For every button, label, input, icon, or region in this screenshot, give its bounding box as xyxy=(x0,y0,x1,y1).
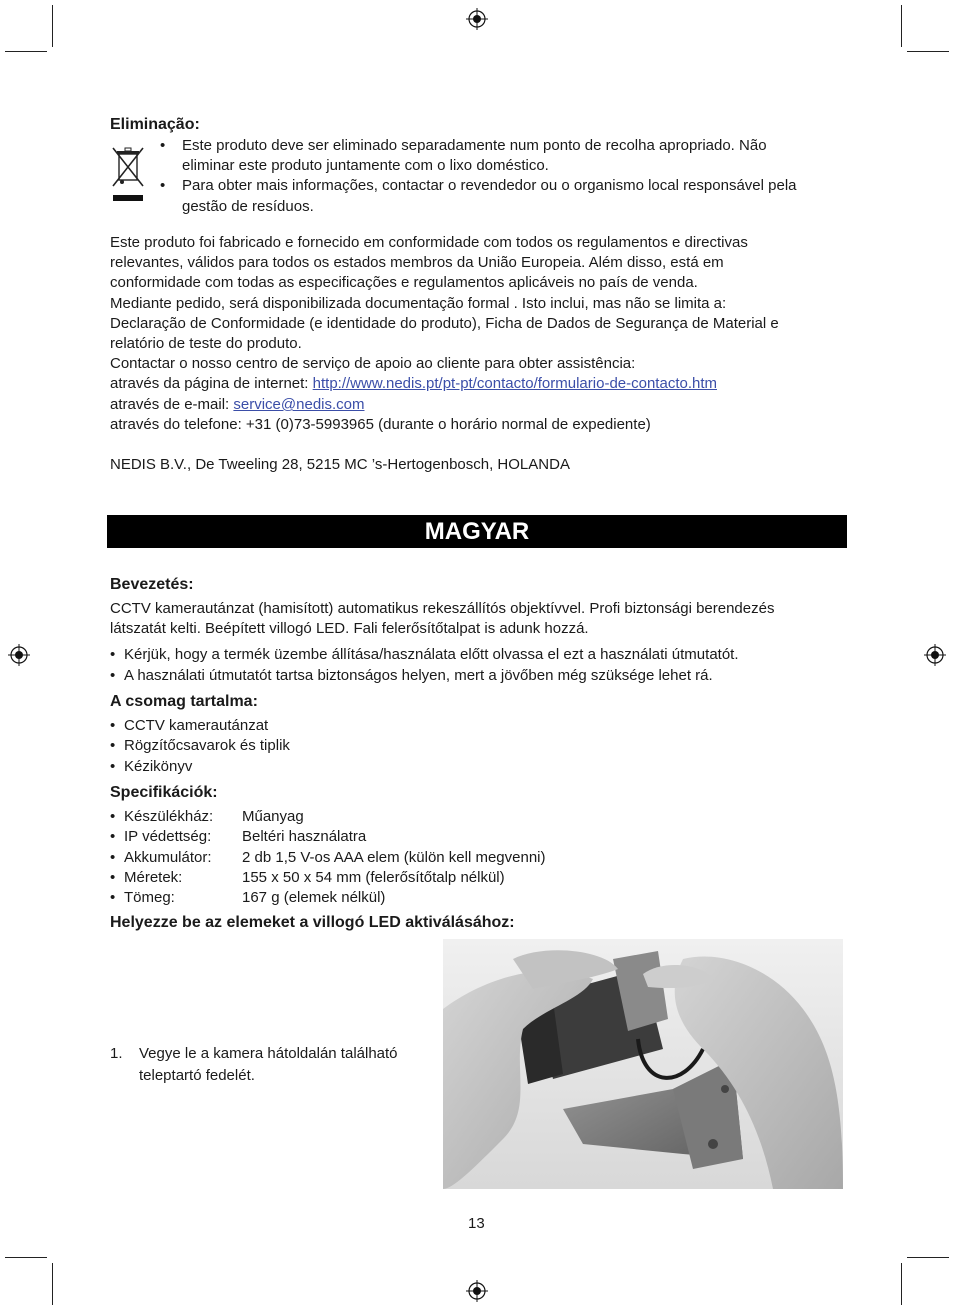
bullet-dot: • xyxy=(110,889,116,906)
spec-key: Tömeg: xyxy=(124,889,175,906)
bullet-dot: • xyxy=(110,828,116,845)
page-number: 13 xyxy=(468,1215,485,1232)
contact-phone-line: através do telefone: +31 (0)73-5993965 (durante o horário normal de expediente) xyxy=(110,416,651,433)
compliance-line: conformidade com todas as especificações e regulamentos aplicáveis no país de venda. xyxy=(110,274,698,291)
crop-mark xyxy=(901,5,902,47)
elimination-bullet-2-line-1: Para obter mais informações, contactar o revendedor ou o organismo local responsável pela xyxy=(182,177,797,194)
hands-opening-camera-photo xyxy=(443,939,843,1189)
bullet-dot: • xyxy=(110,808,116,825)
crop-mark xyxy=(5,1257,47,1258)
elimination-bullet-1-line-1: Este produto deve ser eliminado separadamente num ponto de recolha apropriado. Não xyxy=(182,137,767,154)
intro-line: CCTV kamerautánzat (hamisított) automatikus rekeszállítós objektívvel. Profi biztonsági berendezés xyxy=(110,600,775,617)
crop-mark xyxy=(52,1263,53,1305)
contact-email-link[interactable]: service@nedis.com xyxy=(233,396,365,413)
package-item: CCTV kamerautánzat xyxy=(124,717,269,734)
crop-mark xyxy=(907,1257,949,1258)
battery-heading: Helyezze be az elemeket a villogó LED aktiválásához: xyxy=(110,914,515,931)
bullet-dot: • xyxy=(110,717,116,734)
package-item: Kézikönyv xyxy=(124,758,193,775)
contact-web-link[interactable]: http://www.nedis.pt/pt-pt/contacto/formulario-de-contacto.htm xyxy=(312,375,717,392)
bullet-dot: • xyxy=(110,869,116,886)
compliance-line: Contactar o nosso centro de serviço de apoio ao cliente para obter assistência: xyxy=(110,355,636,372)
registration-mark-icon xyxy=(8,644,30,666)
elimination-bullet-1-line-2: eliminar este produto juntamente com o lixo doméstico. xyxy=(182,157,549,174)
intro-heading: Bevezetés: xyxy=(110,576,194,593)
compliance-line: Mediante pedido, será disponibilizada documentação formal . Isto inclui, mas não se limita a: xyxy=(110,295,727,312)
crop-mark xyxy=(907,51,949,52)
package-item: Rögzítőcsavarok és tiplik xyxy=(124,737,290,754)
compliance-line: Declaração de Conformidade (e identidade do produto), Ficha de Dados de Segurança de Material e xyxy=(110,315,779,332)
crop-mark xyxy=(5,51,47,52)
bullet-dot: • xyxy=(110,849,116,866)
intro-bullet: Kérjük, hogy a termék üzembe állítása/használata előtt olvassa el ezt a használati útmutatót. xyxy=(124,646,739,663)
elimination-heading: Eliminação: xyxy=(110,116,200,133)
crop-mark xyxy=(901,1263,902,1305)
step-text-line: Vegye le a kamera hátoldalán található xyxy=(139,1045,398,1062)
spec-key: Méretek: xyxy=(124,869,183,886)
language-banner: MAGYAR xyxy=(107,515,847,548)
spec-value: Műanyag xyxy=(242,808,304,825)
contact-email-line xyxy=(110,395,365,415)
contact-web-line xyxy=(110,374,717,394)
spec-value: 167 g (elemek nélkül) xyxy=(242,889,386,906)
company-address: NEDIS B.V., De Tweeling 28, 5215 MC ’s-Hertogenbosch, HOLANDA xyxy=(110,456,570,473)
bullet-dot: • xyxy=(160,137,166,154)
step-number: 1. xyxy=(110,1045,123,1062)
elimination-bullet-2-line-2: gestão de resíduos. xyxy=(182,198,314,215)
registration-mark-icon xyxy=(924,644,946,666)
spec-value: 2 db 1,5 V-os AAA elem (külön kell megvenni) xyxy=(242,849,546,866)
intro-bullet: A használati útmutatót tartsa biztonságos helyen, mert a jövőben még szüksége lehet rá. xyxy=(124,667,713,684)
registration-mark-icon xyxy=(466,8,488,30)
bullet-dot: • xyxy=(110,737,116,754)
bullet-dot: • xyxy=(110,646,116,663)
compliance-line: relevantes, válidos para todos os estados membros da União Europeia. Além disso, está em xyxy=(110,254,724,271)
bullet-dot: • xyxy=(160,177,166,194)
compliance-line: relatório de teste do produto. xyxy=(110,335,302,352)
bullet-dot: • xyxy=(110,667,116,684)
crop-mark xyxy=(52,5,53,47)
package-heading: A csomag tartalma: xyxy=(110,693,258,710)
spec-key: Készülékház: xyxy=(124,808,214,825)
specs-heading: Specifikációk: xyxy=(110,784,218,801)
step-text-line: teleptartó fedelét. xyxy=(139,1067,255,1084)
intro-line: látszatát kelti. Beépített villogó LED. Fali felerősítőtalpat is adunk hozzá. xyxy=(110,620,589,637)
crossed-out-wheelie-bin-icon xyxy=(110,144,146,204)
compliance-line: Este produto foi fabricado e fornecido em conformidade com todos os regulamentos e directivas xyxy=(110,234,748,251)
registration-mark-icon xyxy=(466,1280,488,1302)
spec-value: Beltéri használatra xyxy=(242,828,367,845)
contact-web-label: através da página de internet: xyxy=(110,375,313,392)
spec-value: 155 x 50 x 54 mm (felerősítőtalp nélkül) xyxy=(242,869,505,886)
contact-email-label: através de e-mail: xyxy=(110,396,234,413)
product-photo xyxy=(443,939,843,1189)
spec-key: IP védettség: xyxy=(124,828,212,845)
bullet-dot: • xyxy=(110,758,116,775)
spec-key: Akkumulátor: xyxy=(124,849,212,866)
